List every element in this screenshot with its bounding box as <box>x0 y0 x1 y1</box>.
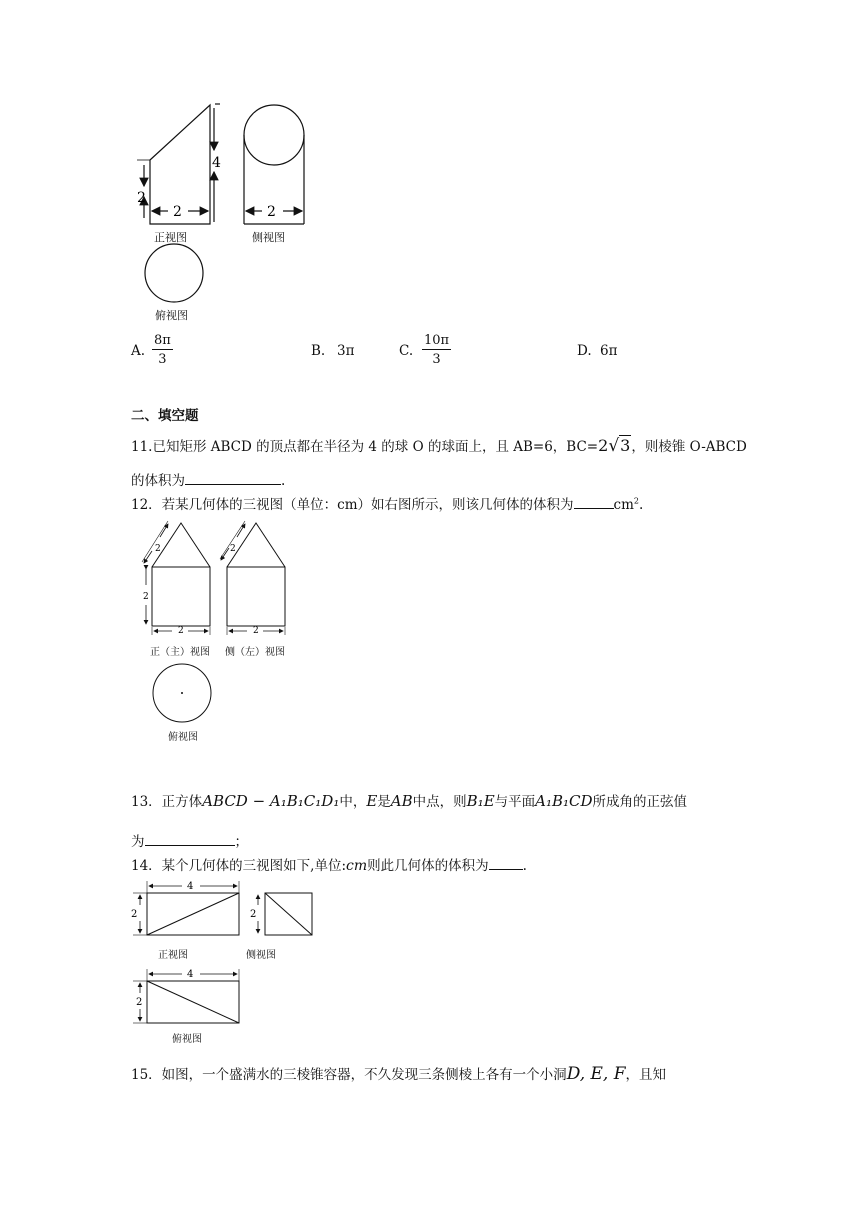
dim-label: 2 <box>131 909 138 920</box>
answer-blank[interactable] <box>489 857 523 870</box>
q12-side-view <box>220 521 285 635</box>
q14-three-view-figure <box>0 875 860 1045</box>
math-expression: A₁B₁CD <box>535 792 593 810</box>
q15-text: 15．如图，一个盛满水的三棱锥容器，不久发现三条侧棱上各有一个小洞 <box>131 1067 567 1083</box>
q12-question <box>131 496 643 513</box>
dim-label: 4 <box>187 881 194 892</box>
fraction-denominator: 3 <box>158 352 167 367</box>
top-view-label: 俯视图 <box>155 309 188 322</box>
math-expression: B₁E <box>466 792 495 810</box>
math-expression: D, E, F <box>566 1064 626 1084</box>
sqrt-argument: 3 <box>620 436 631 455</box>
q13-text: 是 <box>377 794 391 810</box>
q13-text: 所成角的正弦值 <box>592 794 688 810</box>
q11-text-c: 的体积为 <box>131 473 185 489</box>
q10-three-view-figure <box>0 0 860 340</box>
q11-line2 <box>131 472 285 489</box>
answer-blank[interactable] <box>574 496 614 509</box>
front-view-label: 正视图 <box>154 231 187 244</box>
q13-line1 <box>131 794 687 810</box>
dim-label: 2 <box>137 190 146 206</box>
option-a-fraction <box>152 333 173 367</box>
q13-end: ； <box>234 834 248 850</box>
dim-label: 2 <box>155 544 161 554</box>
math-expression: ABCD − A₁B₁C₁D₁ <box>202 792 340 810</box>
q14-text: 14．某个几何体的三视图如下,单位: <box>131 858 347 874</box>
top-view-label: 俯视图 <box>172 1034 202 1045</box>
front-view-label: 正视图 <box>158 950 188 961</box>
side-view-label: 侧（左）视图 <box>225 647 285 658</box>
fraction-numerator: 10π <box>424 333 450 348</box>
option-c-letter: C. <box>399 343 414 359</box>
q14-question <box>131 857 527 874</box>
q12-unit-sup: 2 <box>633 496 640 506</box>
q14-top-view <box>133 969 239 1023</box>
answer-blank[interactable] <box>145 833 235 846</box>
sqrt-coefficient: 2 <box>598 436 609 455</box>
option-d-value: 6π <box>600 343 618 359</box>
answer-blank[interactable] <box>185 472 281 485</box>
q13-text: 为 <box>131 834 145 850</box>
q11-end: . <box>281 473 286 489</box>
dim-label: 2 <box>178 626 184 636</box>
q14-side-view <box>258 893 312 935</box>
option-b-value: 3π <box>337 343 355 359</box>
dim-label: 2 <box>267 204 276 220</box>
fraction-numerator: 8π <box>154 333 171 348</box>
q13-line2 <box>131 833 248 850</box>
side-view-label: 侧视图 <box>252 231 285 244</box>
q11-line1 <box>131 438 747 455</box>
center-dot <box>181 692 183 694</box>
dim-label: 2 <box>230 544 236 554</box>
option-a-letter: A. <box>131 343 146 359</box>
q13-text: 与平面 <box>494 794 536 810</box>
q15-end: ，且知 <box>625 1067 667 1083</box>
option-c-fraction <box>422 333 451 367</box>
q14-front-view <box>133 881 239 935</box>
unit: cm <box>346 858 368 874</box>
q11-text-a: 11.已知矩形 ABCD 的顶点都在半径为 4 的球 O 的球面上，且 AB=6，BC= <box>131 439 599 455</box>
option-d-letter: D. <box>577 343 592 359</box>
option-b-letter: B. <box>311 343 326 359</box>
dim-label: 2 <box>253 626 259 636</box>
front-view-label: 正（主）视图 <box>150 647 210 658</box>
dim-label: 4 <box>212 155 221 171</box>
q14-text: 则此几何体的体积为 <box>367 858 489 874</box>
q12-front-view <box>142 521 210 635</box>
math-expression: E <box>366 792 378 810</box>
dim-label: 2 <box>250 909 257 920</box>
q13-text: 中， <box>339 794 367 810</box>
section-title: 二、填空题 <box>131 408 199 424</box>
q12-three-view-figure <box>0 515 860 745</box>
q10-top-view <box>145 244 203 302</box>
q13-text: 13．正方体 <box>131 794 203 810</box>
q12-unit: cm <box>613 497 634 513</box>
dim-label: 2 <box>173 204 182 220</box>
dim-label: 4 <box>187 969 194 980</box>
q15-question <box>131 1066 666 1083</box>
side-view-label: 侧视图 <box>246 950 276 961</box>
math-expression: AB <box>390 792 413 810</box>
q11-text-b: ，则棱锥 O-ABCD <box>631 439 747 455</box>
q13-text: 中点，则 <box>412 794 467 810</box>
q12-end: . <box>639 497 644 513</box>
fraction-denominator: 3 <box>432 352 441 367</box>
top-view-label: 俯视图 <box>168 732 198 743</box>
dim-label: 2 <box>136 997 143 1008</box>
dim-label: 2 <box>143 592 149 602</box>
q14-end: . <box>522 858 527 874</box>
q12-text: 12．若某几何体的三视图（单位：cm）如右图所示，则该几何体的体积为 <box>131 497 574 513</box>
q11-sqrt: 2√3 <box>598 436 631 456</box>
